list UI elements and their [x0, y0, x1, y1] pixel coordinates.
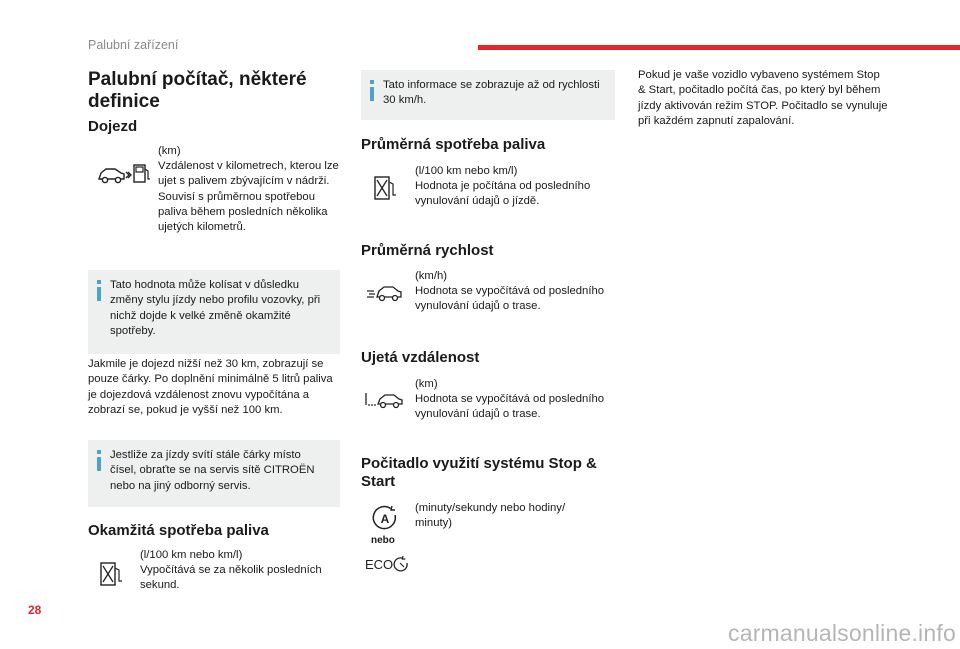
stop-start-paragraph: Pokud je vaše vozidlo vybaveno systémem Stop & Start, počitadlo počítá čas, po který byl během jízdy aktivován režim STOP. Počitadlo se vynuluje při každém zapnutí zapalování. [638, 69, 888, 127]
eco-icon [364, 554, 410, 574]
stop-start-unit: (minuty/sekundy nebo hodiny/ minuty) [415, 502, 566, 530]
page-title: Palubní počítač, některé definice [88, 69, 307, 112]
running-header: Palubní zařízení [88, 38, 179, 52]
fuel-pump-icon [372, 175, 398, 201]
car-distance-icon [364, 390, 406, 410]
avg-speed-heading: Průměrná rychlost [361, 242, 494, 259]
distance-unit: (km) [415, 378, 438, 390]
avg-consumption-heading: Průměrná spotřeba paliva [361, 136, 546, 153]
stop-start-heading: Počitadlo využití systému Stop & Start [361, 455, 597, 490]
svg-text:ECO: ECO [365, 557, 394, 572]
distance-description: Hodnota se vypočítává od posledního vynulování údajů o trase. [415, 393, 605, 421]
stop-start-a-icon [371, 504, 399, 532]
range-info-text: Tato hodnota může kolísat v důsledku změny stylu jízdy nebo profilu vozovky, při nichž dojde k velké změně okamžité spotřeby. [110, 279, 321, 337]
avg-consumption-unit: (l/100 km nebo km/l) [415, 165, 518, 177]
range-unit: (km) [158, 145, 181, 157]
or-label: nebo [371, 535, 395, 546]
range-description: Vzdálenost v kilometrech, kterou lze ujet s palivem zbývajícím v nádrži. Souvisí s průměrnou spotřebou paliva během posledních několika ujetých kilometrů. [158, 160, 339, 234]
range-paragraph: Jakmile je dojezd nižší než 30 km, zobrazují se pouze čárky. Po doplnění minimálně 5 litrů paliva je dojezdová vzdálenost znovu vypočítána a zobrazí se, pokud je vyšší než 100 km. [88, 358, 333, 416]
info-icon [97, 450, 101, 472]
watermark: carmanualsonline.info [728, 620, 956, 646]
range-info-box [88, 270, 340, 354]
info-icon [97, 280, 101, 302]
svg-text:A: A [380, 512, 390, 526]
page-number: 28 [28, 603, 42, 617]
range-warning-text: Jestliže za jízdy svítí stále čárky místo čísel, obraťte se na servis sítě CITROËN nebo na jiný odborný servis. [110, 449, 315, 492]
instant-heading: Okamžitá spotřeba paliva [88, 522, 269, 539]
fuel-pump-icon [98, 561, 124, 587]
speed-info-text: Tato informace se zobrazuje až od rychlosti 30 km/h. [383, 79, 600, 107]
avg-consumption-description: Hodnota je počítána od posledního vynulování údajů o jízdě. [415, 180, 591, 208]
instant-unit: (l/100 km nebo km/l) [140, 549, 243, 561]
header-accent-bar [478, 45, 960, 50]
avg-speed-description: Hodnota se vypočítává od posledního vynulování údajů o trase. [415, 285, 605, 313]
range-heading: Dojezd [88, 118, 138, 135]
avg-speed-unit: (km/h) [415, 270, 448, 282]
instant-description: Vypočítává se za několik posledních sekund. [140, 564, 322, 592]
car-speed-icon [366, 283, 404, 303]
speed-info-box [361, 70, 615, 120]
info-icon [370, 80, 374, 102]
range-warning-box [88, 440, 340, 507]
range-car-fuel-icon [96, 162, 152, 186]
distance-heading: Ujetá vzdálenost [361, 349, 480, 366]
